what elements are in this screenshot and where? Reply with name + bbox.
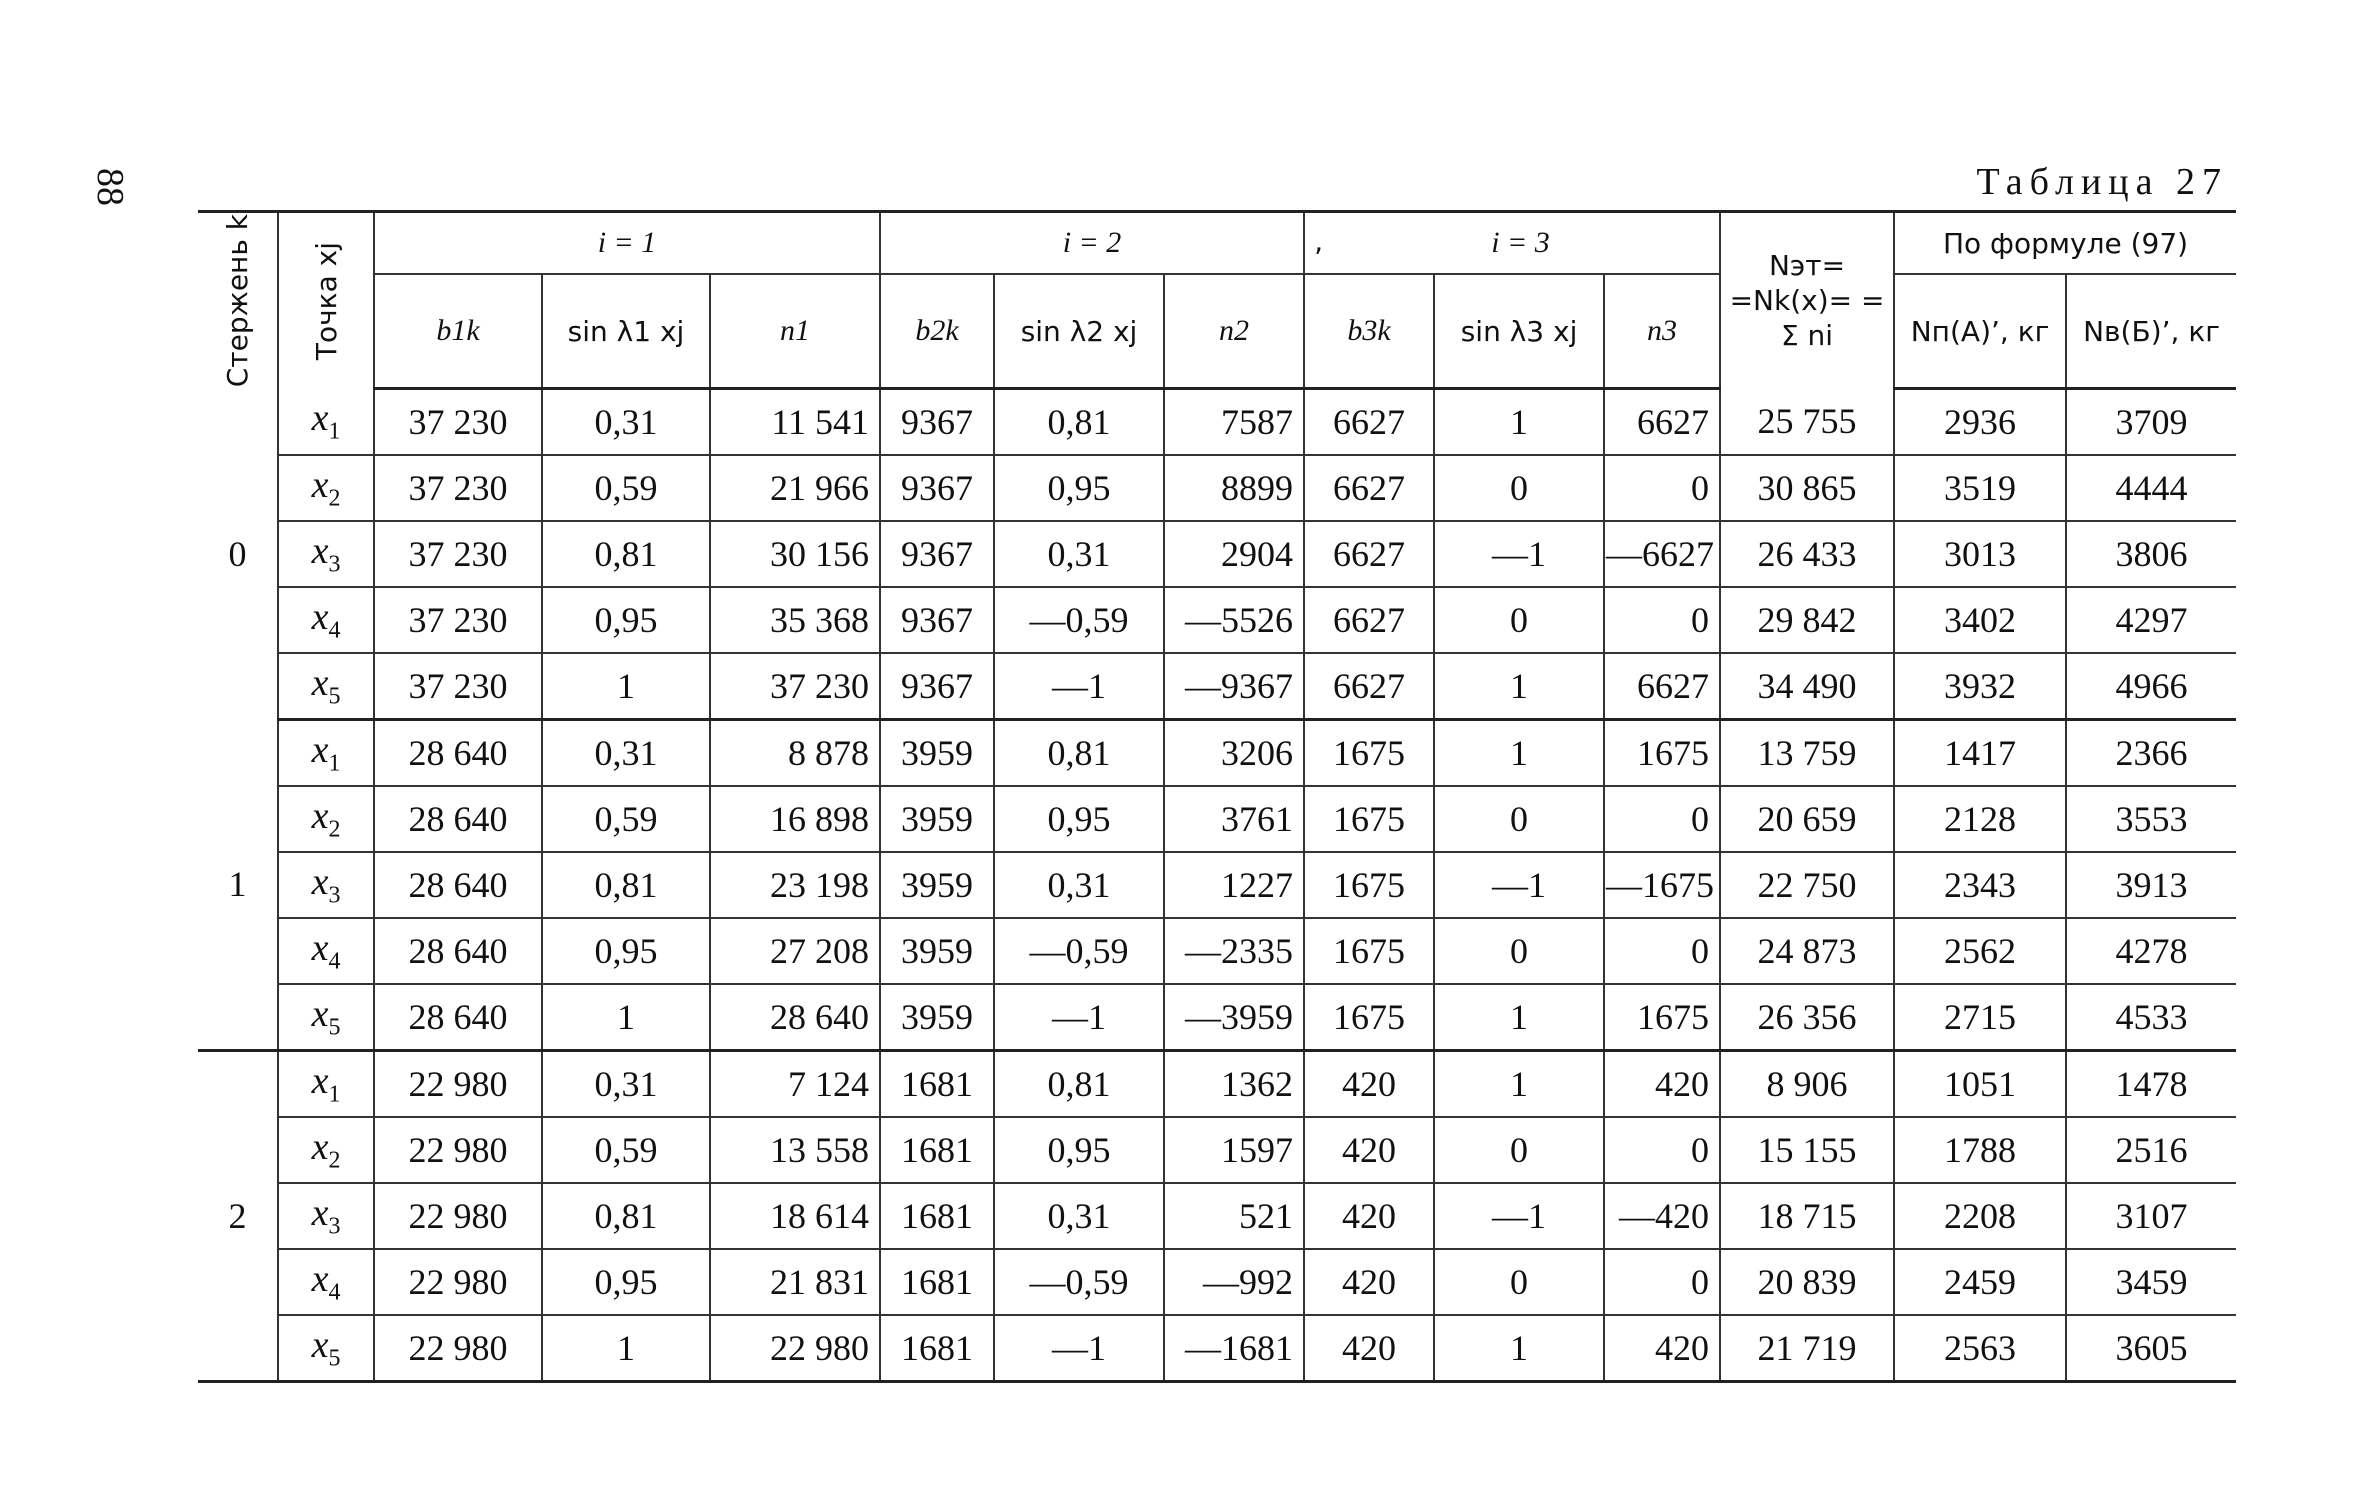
cell-sin1: 1 [542, 653, 710, 720]
cell-sum: 24 873 [1720, 918, 1894, 984]
cell-sum: 18 715 [1720, 1183, 1894, 1249]
cell-n3: 1675 [1604, 720, 1720, 787]
cell-n1: 30 156 [710, 521, 880, 587]
cell-sin1: 0,81 [542, 852, 710, 918]
cell-b2: 3959 [880, 918, 994, 984]
cell-sin3: 1 [1434, 389, 1604, 456]
table-row [198, 521, 2236, 587]
cell-sin1: 0,59 [542, 1117, 710, 1183]
point-cell: $x_2$ [278, 455, 374, 521]
cell-n2: 7587 [1164, 389, 1304, 456]
cell-b3: 1675 [1304, 720, 1434, 787]
cell-b3: 420 [1304, 1183, 1434, 1249]
cell-sin2: 0,31 [994, 1183, 1164, 1249]
cell-sum: 25 755 [1720, 389, 1894, 456]
cell-sum: 13 759 [1720, 720, 1894, 787]
cell-b2: 3959 [880, 786, 994, 852]
cell-n2: 1227 [1164, 852, 1304, 918]
point-cell: $x_3$ [278, 1183, 374, 1249]
cell-n3: 0 [1604, 1249, 1720, 1315]
cell-nv: 4297 [2066, 587, 2236, 653]
cell-n1: 35 368 [710, 587, 880, 653]
cell-b3: 1675 [1304, 786, 1434, 852]
cell-np: 1788 [1894, 1117, 2066, 1183]
table-row [198, 1117, 2236, 1183]
point-cell: $x_1$ [278, 720, 374, 787]
cell-np: 1051 [1894, 1051, 2066, 1118]
cell-nv: 3459 [2066, 1249, 2236, 1315]
cell-np: 3519 [1894, 455, 2066, 521]
cell-b1: 28 640 [374, 786, 542, 852]
cell-b2: 1681 [880, 1117, 994, 1183]
point-cell: $x_4$ [278, 918, 374, 984]
point-cell: $x_1$ [278, 389, 374, 456]
cell-n3: 0 [1604, 587, 1720, 653]
point-cell: $x_5$ [278, 984, 374, 1051]
cell-n1: 21 966 [710, 455, 880, 521]
cell-sum: 21 719 [1720, 1315, 1894, 1382]
cell-b3: 6627 [1304, 587, 1434, 653]
cell-n1: 7 124 [710, 1051, 880, 1118]
cell-sin3: 0 [1434, 918, 1604, 984]
header-nv: Nв(Б)’, кг [2066, 274, 2236, 389]
data-table [198, 210, 2236, 1383]
header-group-i3: ‚ i = 3 [1304, 212, 1720, 275]
point-cell: $x_5$ [278, 653, 374, 720]
data-table-container [198, 210, 2236, 1372]
table-row [198, 587, 2236, 653]
table-row [198, 1183, 2236, 1249]
cell-b1: 28 640 [374, 918, 542, 984]
header-np: Nп(A)’, кг [1894, 274, 2066, 389]
table-row [198, 852, 2236, 918]
cell-n1: 13 558 [710, 1117, 880, 1183]
cell-sin1: 1 [542, 984, 710, 1051]
cell-sin2: 0,95 [994, 1117, 1164, 1183]
table-row [198, 918, 2236, 984]
cell-nv: 2516 [2066, 1117, 2236, 1183]
header-n1: n1 [710, 274, 880, 389]
cell-sum: 29 842 [1720, 587, 1894, 653]
cell-np: 2936 [1894, 389, 2066, 456]
cell-sin2: —1 [994, 653, 1164, 720]
cell-n3: 0 [1604, 786, 1720, 852]
cell-nv: 4444 [2066, 455, 2236, 521]
cell-sin3: —1 [1434, 1183, 1604, 1249]
cell-nv: 3913 [2066, 852, 2236, 918]
header-b1k: b1k [374, 274, 542, 389]
cell-np: 2128 [1894, 786, 2066, 852]
cell-sin3: 1 [1434, 720, 1604, 787]
cell-nv: 3553 [2066, 786, 2236, 852]
cell-b3: 420 [1304, 1117, 1434, 1183]
cell-b1: 28 640 [374, 720, 542, 787]
cell-b1: 28 640 [374, 852, 542, 918]
cell-sin2: —1 [994, 1315, 1164, 1382]
cell-sin3: 1 [1434, 653, 1604, 720]
cell-sum: 22 750 [1720, 852, 1894, 918]
header-rod: Стержень k [221, 214, 254, 388]
cell-sin3: 0 [1434, 1249, 1604, 1315]
header-n2: n2 [1164, 274, 1304, 389]
cell-sin3: 1 [1434, 984, 1604, 1051]
table-row [198, 455, 2236, 521]
table-row [198, 653, 2236, 720]
cell-n3: 0 [1604, 918, 1720, 984]
cell-np: 2715 [1894, 984, 2066, 1051]
cell-n2: 3761 [1164, 786, 1304, 852]
cell-nv: 4278 [2066, 918, 2236, 984]
cell-b2: 3959 [880, 984, 994, 1051]
cell-n1: 8 878 [710, 720, 880, 787]
cell-b2: 1681 [880, 1249, 994, 1315]
cell-sum: 26 433 [1720, 521, 1894, 587]
cell-nv: 4533 [2066, 984, 2236, 1051]
cell-b1: 37 230 [374, 389, 542, 456]
point-cell: $x_3$ [278, 521, 374, 587]
cell-b3: 420 [1304, 1249, 1434, 1315]
cell-sin1: 0,59 [542, 455, 710, 521]
cell-nv: 3107 [2066, 1183, 2236, 1249]
point-cell: $x_1$ [278, 1051, 374, 1118]
cell-b1: 22 980 [374, 1315, 542, 1382]
header-group-i2: i = 2 [880, 212, 1304, 275]
table-row [198, 1051, 2236, 1118]
cell-nv: 3806 [2066, 521, 2236, 587]
cell-n3: 420 [1604, 1051, 1720, 1118]
header-b3k: b3k [1304, 274, 1434, 389]
rod-number: 1 [198, 720, 278, 1051]
cell-b1: 37 230 [374, 521, 542, 587]
table-row [198, 984, 2236, 1051]
point-cell: $x_4$ [278, 1249, 374, 1315]
table-row [198, 786, 2236, 852]
cell-np: 1417 [1894, 720, 2066, 787]
cell-sin1: 0,31 [542, 720, 710, 787]
cell-sin3: 0 [1434, 786, 1604, 852]
cell-sin1: 0,81 [542, 1183, 710, 1249]
cell-nv: 4966 [2066, 653, 2236, 720]
cell-n3: 6627 [1604, 653, 1720, 720]
header-group-i1: i = 1 [374, 212, 880, 275]
cell-sin3: 1 [1434, 1315, 1604, 1382]
cell-n2: 3206 [1164, 720, 1304, 787]
cell-n3: 6627 [1604, 389, 1720, 456]
table-title: Таблица 27 [1976, 161, 2228, 203]
cell-n3: 0 [1604, 1117, 1720, 1183]
cell-n3: 1675 [1604, 984, 1720, 1051]
cell-nv: 3605 [2066, 1315, 2236, 1382]
cell-b2: 9367 [880, 587, 994, 653]
cell-sin2: —0,59 [994, 918, 1164, 984]
cell-b2: 9367 [880, 521, 994, 587]
cell-n2: 521 [1164, 1183, 1304, 1249]
cell-n1: 21 831 [710, 1249, 880, 1315]
cell-sin2: 0,81 [994, 720, 1164, 787]
cell-sin2: 0,31 [994, 852, 1164, 918]
point-cell: $x_3$ [278, 852, 374, 918]
cell-n2: 1362 [1164, 1051, 1304, 1118]
cell-np: 3932 [1894, 653, 2066, 720]
cell-np: 3013 [1894, 521, 2066, 587]
cell-sin2: 0,81 [994, 1051, 1164, 1118]
header-sin2: sin λ2 xj [994, 274, 1164, 389]
cell-b1: 22 980 [374, 1249, 542, 1315]
point-cell: $x_2$ [278, 1117, 374, 1183]
cell-np: 2459 [1894, 1249, 2066, 1315]
table-row [198, 1315, 2236, 1382]
cell-sin2: 0,95 [994, 455, 1164, 521]
cell-np: 2343 [1894, 852, 2066, 918]
cell-n2: —3959 [1164, 984, 1304, 1051]
cell-b2: 1681 [880, 1183, 994, 1249]
cell-np: 2208 [1894, 1183, 2066, 1249]
cell-np: 2563 [1894, 1315, 2066, 1382]
cell-sin3: —1 [1434, 521, 1604, 587]
cell-b3: 1675 [1304, 984, 1434, 1051]
cell-sum: 15 155 [1720, 1117, 1894, 1183]
cell-n1: 18 614 [710, 1183, 880, 1249]
cell-sin1: 0,31 [542, 389, 710, 456]
point-cell: $x_4$ [278, 587, 374, 653]
header-formula: По формуле (97) [1894, 212, 2236, 275]
cell-sin3: 0 [1434, 587, 1604, 653]
cell-sin2: 0,81 [994, 389, 1164, 456]
header-point: Точка xj [278, 212, 374, 389]
rod-number: 2 [198, 1051, 278, 1382]
cell-n2: —2335 [1164, 918, 1304, 984]
cell-b1: 22 980 [374, 1117, 542, 1183]
cell-n2: —5526 [1164, 587, 1304, 653]
cell-n3: —1675 [1604, 852, 1720, 918]
header-net: Nэт= =Nk(x)= = Σ ni [1720, 212, 1894, 389]
cell-sum: 8 906 [1720, 1051, 1894, 1118]
cell-sin1: 0,31 [542, 1051, 710, 1118]
cell-n2: 2904 [1164, 521, 1304, 587]
cell-sin3: 1 [1434, 1051, 1604, 1118]
cell-b2: 3959 [880, 720, 994, 787]
cell-sin2: 0,95 [994, 786, 1164, 852]
cell-nv: 1478 [2066, 1051, 2236, 1118]
cell-b1: 37 230 [374, 653, 542, 720]
cell-sum: 30 865 [1720, 455, 1894, 521]
cell-sin3: 0 [1434, 455, 1604, 521]
cell-b2: 9367 [880, 455, 994, 521]
cell-n2: 8899 [1164, 455, 1304, 521]
point-cell: $x_2$ [278, 786, 374, 852]
cell-n3: 0 [1604, 455, 1720, 521]
cell-sin3: —1 [1434, 852, 1604, 918]
rod-number: 0 [228, 534, 247, 574]
cell-np: 2562 [1894, 918, 2066, 984]
cell-sum: 26 356 [1720, 984, 1894, 1051]
cell-n1: 23 198 [710, 852, 880, 918]
cell-sin2: —1 [994, 984, 1164, 1051]
cell-n1: 27 208 [710, 918, 880, 984]
cell-np: 3402 [1894, 587, 2066, 653]
cell-n1: 22 980 [710, 1315, 880, 1382]
cell-b1: 22 980 [374, 1051, 542, 1118]
cell-sin3: 0 [1434, 1117, 1604, 1183]
cell-sin2: —0,59 [994, 587, 1164, 653]
cell-n2: —1681 [1164, 1315, 1304, 1382]
cell-sin1: 0,95 [542, 1249, 710, 1315]
cell-b3: 6627 [1304, 455, 1434, 521]
cell-nv: 2366 [2066, 720, 2236, 787]
cell-n3: —6627 [1604, 521, 1720, 587]
table-row [198, 720, 2236, 787]
cell-n1: 11 541 [710, 389, 880, 456]
cell-b3: 420 [1304, 1051, 1434, 1118]
cell-sin1: 0,95 [542, 918, 710, 984]
cell-b2: 1681 [880, 1051, 994, 1118]
page-number: 88 [89, 168, 131, 206]
cell-b1: 22 980 [374, 1183, 542, 1249]
cell-n3: —420 [1604, 1183, 1720, 1249]
cell-sum: 20 839 [1720, 1249, 1894, 1315]
cell-sin2: —0,59 [994, 1249, 1164, 1315]
cell-b2: 3959 [880, 852, 994, 918]
cell-b3: 6627 [1304, 389, 1434, 456]
cell-nv: 3709 [2066, 389, 2236, 456]
cell-b2: 1681 [880, 1315, 994, 1382]
cell-n1: 37 230 [710, 653, 880, 720]
point-cell: $x_5$ [278, 1315, 374, 1382]
cell-b3: 6627 [1304, 521, 1434, 587]
cell-n2: 1597 [1164, 1117, 1304, 1183]
cell-sin1: 1 [542, 1315, 710, 1382]
cell-sum: 34 490 [1720, 653, 1894, 720]
cell-n1: 28 640 [710, 984, 880, 1051]
cell-n2: —9367 [1164, 653, 1304, 720]
cell-sin2: 0,31 [994, 521, 1164, 587]
table-row [198, 1249, 2236, 1315]
cell-sin1: 0,95 [542, 587, 710, 653]
header-sin3: sin λ3 xj [1434, 274, 1604, 389]
cell-n1: 16 898 [710, 786, 880, 852]
cell-b3: 1675 [1304, 918, 1434, 984]
cell-b1: 28 640 [374, 984, 542, 1051]
cell-sin1: 0,81 [542, 521, 710, 587]
cell-n2: —992 [1164, 1249, 1304, 1315]
cell-b2: 9367 [880, 389, 994, 456]
cell-n3: 420 [1604, 1315, 1720, 1382]
cell-b3: 1675 [1304, 852, 1434, 918]
cell-b3: 420 [1304, 1315, 1434, 1382]
cell-b3: 6627 [1304, 653, 1434, 720]
header-sin1: sin λ1 xj [542, 274, 710, 389]
cell-b1: 37 230 [374, 587, 542, 653]
header-b2k: b2k [880, 274, 994, 389]
table-row [198, 389, 2236, 456]
header-n3: n3 [1604, 274, 1720, 389]
cell-sum: 20 659 [1720, 786, 1894, 852]
cell-b1: 37 230 [374, 455, 542, 521]
cell-b2: 9367 [880, 653, 994, 720]
cell-sin1: 0,59 [542, 786, 710, 852]
